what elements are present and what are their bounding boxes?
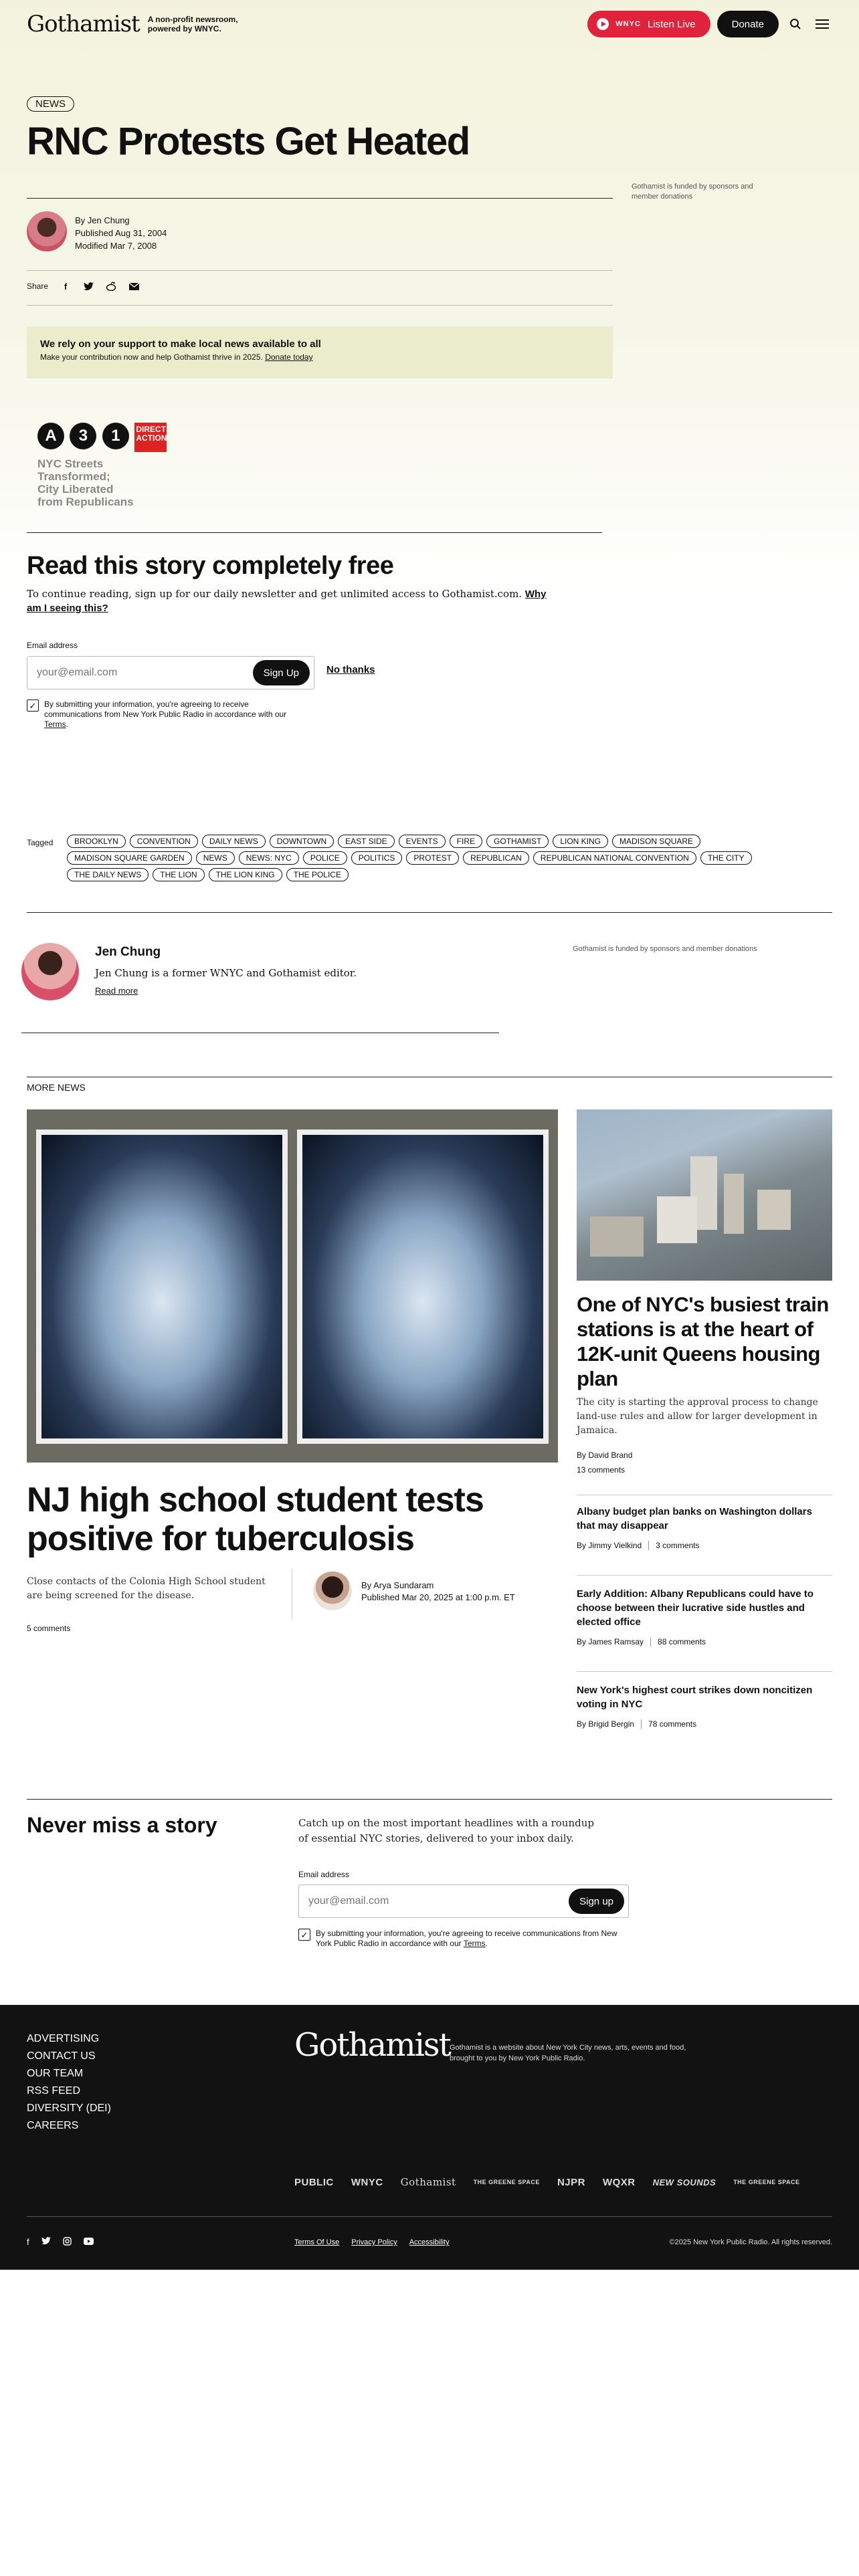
author-avatar[interactable] [27, 211, 67, 251]
tag-item[interactable]: EVENTS [399, 835, 446, 848]
divider [27, 912, 832, 913]
paywall-text: To continue reading, sign up for our daily newsletter and get unlimited access to Gothamist.com. Why am I seeing this? [27, 588, 547, 614]
site-header [0, 0, 859, 48]
tag-item[interactable]: POLICE [303, 851, 347, 865]
story-title[interactable]: New York's highest court strikes down noncitizen voting in NYC [577, 1685, 813, 1710]
tag-item[interactable]: CONVENTION [130, 835, 198, 848]
featured-byline: By Arya Sundaram Published Mar 20, 2025 at 1:00 p.m. ET [361, 1580, 515, 1602]
share-bar [27, 281, 139, 292]
tag-item[interactable]: MADISON SQUARE GARDEN [67, 851, 192, 865]
tagged-label: Tagged [27, 838, 54, 847]
published-date: Published Aug 31, 2004 [75, 228, 167, 238]
footer-link-team[interactable]: OUR TEAM [27, 2068, 84, 2079]
no-thanks-link[interactable]: No thanks [326, 664, 375, 675]
tag-item[interactable]: THE LION KING [209, 868, 282, 881]
image-caption: NYC Streets Transformed; City Liberated from Republicans [37, 457, 134, 508]
tag-item[interactable]: FIRE [450, 835, 482, 848]
subway-3-icon: 3 [70, 423, 96, 449]
header-actions [587, 11, 832, 37]
terms-link[interactable]: Terms [44, 720, 66, 729]
tag-item[interactable]: POLITICS [351, 851, 403, 865]
njpr-logo[interactable]: NJPR [557, 2176, 585, 2188]
divider [27, 305, 613, 306]
gothamist-logo[interactable]: Gothamist [27, 11, 140, 37]
footer-links [27, 2030, 111, 2135]
author-bio: Jen Chung is a former WNYC and Gothamist editor. [95, 967, 357, 979]
new-sounds-logo[interactable]: NEW SOUNDS [652, 2177, 717, 2187]
side-story-title[interactable]: One of NYC's busiest train stations is at the heart of 12K-unit Queens housing plan [577, 1293, 829, 1390]
newsletter-text: Catch up on the most important headlines with a roundup of essential NYC stories, delivered to your inbox daily. [298, 1817, 594, 1844]
newsletter-sign-up-button[interactable]: Sign up [569, 1889, 624, 1914]
footer-description: Gothamist is a website about New York City news, arts, events and food, brought to you by New York Public Radio. [450, 2044, 686, 2062]
accessibility-link[interactable]: Accessibility [409, 2238, 450, 2246]
email-form [27, 656, 314, 689]
divider [27, 1799, 832, 1800]
listen-live-button[interactable]: WNYC Listen Live [587, 11, 710, 37]
footer-divider [27, 2216, 832, 2217]
youtube-icon[interactable] [84, 2237, 94, 2248]
greene-space-logo[interactable]: THE GREENE SPACE [733, 2179, 800, 2185]
facebook-icon[interactable]: f [27, 2237, 29, 2247]
xray-left [36, 1130, 288, 1444]
donate-today-link[interactable]: Donate today [265, 352, 313, 362]
tag-item[interactable]: DOWNTOWN [270, 835, 334, 848]
section-pill[interactable]: NEWS [27, 96, 74, 112]
article-image [37, 423, 171, 510]
tag-item[interactable]: NEWS: NYC [239, 851, 299, 865]
story-item: New York's highest court strikes down noncitizen voting in NYC By Brigid Bergin 78 comments [577, 1683, 831, 1729]
wnyc-mark: WNYC [615, 20, 641, 28]
tag-item[interactable]: GOTHAMIST [486, 835, 549, 848]
footer-logo[interactable]: Gothamist [294, 2026, 450, 2064]
newsletter-consent-checkbox[interactable]: ✓ [298, 1929, 310, 1941]
twitter-icon[interactable] [83, 281, 94, 292]
sponsor-note: Gothamist is funded by sponsors and member donations [632, 183, 753, 201]
why-am-i-seeing-this-link[interactable]: Why am I seeing this? [27, 588, 547, 614]
email-input[interactable] [27, 657, 253, 689]
side-story-summary: The city is starting the approval process to change land-use rules and allow for larger development in Jamaica. [577, 1397, 818, 1436]
tag-item[interactable]: DAILY NEWS [202, 835, 266, 848]
consent-checkbox[interactable]: ✓ [27, 700, 39, 712]
site-footer [0, 2005, 859, 2270]
footer-link-advertising[interactable]: ADVERTISING [27, 2033, 100, 2044]
sponsor-note: Gothamist is funded by sponsors and member donations [573, 945, 757, 953]
featured-story-title[interactable]: NJ high school student tests positive for tuberculosis [27, 1481, 484, 1558]
side-story-comments[interactable]: 13 comments [577, 1465, 626, 1475]
article-headline: RNC Protests Get Heated [27, 120, 470, 163]
tuberculosis-xray-image[interactable] [27, 1109, 558, 1463]
instagram-icon[interactable] [63, 2237, 72, 2248]
divider [27, 198, 613, 199]
share-label: Share [27, 282, 49, 291]
tag-item[interactable]: MADISON SQUARE [612, 835, 700, 848]
tag-item[interactable]: THE CITY [700, 851, 752, 865]
tag-item[interactable]: BROOKLYN [67, 835, 126, 848]
divider [577, 1575, 832, 1576]
more-news-label: MORE NEWS [27, 1082, 86, 1093]
tag-item[interactable]: LION KING [553, 835, 608, 848]
search-icon[interactable] [785, 14, 805, 34]
facebook-icon[interactable]: f [64, 281, 68, 292]
xray-right [297, 1130, 549, 1444]
author-name[interactable]: By Jen Chung [75, 215, 130, 225]
privacy-policy-link[interactable]: Privacy Policy [351, 2238, 397, 2246]
twitter-icon[interactable] [41, 2237, 51, 2248]
footer-link-rss[interactable]: RSS FEED [27, 2085, 81, 2097]
donate-button[interactable]: Donate [717, 11, 779, 37]
social-links [27, 2237, 94, 2248]
email-label: Email address [27, 641, 78, 650]
support-banner: We rely on your support to make local news available to all Make your contribution now and help Gothamist thrive in 2025. Donate today [27, 326, 613, 379]
email-label: Email address [298, 1870, 350, 1879]
direct-action-badge: DIRECT ACTION [134, 423, 167, 452]
tag-item[interactable]: THE DAILY NEWS [67, 868, 149, 881]
tag-item[interactable]: PROTEST [406, 851, 459, 865]
play-icon [597, 18, 609, 30]
newsletter-email-input[interactable] [299, 1885, 569, 1917]
read-more-link[interactable]: Read more [95, 986, 138, 996]
newsletter-consent-row: ✓ By submitting your information, you're agreeing to receive communications from New York Public Radio in accordance with our Terms. [298, 1929, 626, 1949]
terms-link[interactable]: Terms [463, 1939, 486, 1948]
subway-a-icon: A [37, 423, 64, 449]
newsletter-title: Never miss a story [27, 1813, 217, 1837]
paywall-title: Read this story completely free [27, 552, 394, 580]
brand-logos [294, 2176, 800, 2188]
story-item: Early Addition: Albany Republicans could have to choose between their lucrative side hustles and elected office By James Ramsay 88 comments [577, 1587, 831, 1646]
author-box-name[interactable]: Jen Chung [95, 945, 161, 959]
consent-checkbox-row: ✓ By submitting your information, you're agreeing to receive communications from New York Public Radio in accordance with our Terms. [27, 700, 308, 730]
author-photo[interactable] [21, 943, 79, 1000]
divider [27, 270, 613, 271]
subway-1-icon: 1 [102, 423, 129, 449]
side-story-author[interactable]: By David Brand [577, 1451, 633, 1460]
tag-item[interactable]: THE POLICE [286, 868, 349, 881]
tag-item[interactable]: THE LION [153, 868, 204, 881]
divider [577, 1671, 832, 1672]
byline [27, 211, 167, 252]
tag-list [67, 835, 823, 881]
newsletter-form [298, 1885, 629, 1918]
copyright: ©2025 New York Public Radio. All rights reserved. [669, 2238, 832, 2246]
story-title[interactable]: Early Addition: Albany Republicans could have to choose between their lucrative side hustles and elected office [577, 1588, 814, 1628]
modified-date: Modified Mar 7, 2008 [75, 241, 157, 251]
comments-link[interactable]: 5 comments [27, 1624, 71, 1633]
gothamist-logo[interactable]: Gothamist [400, 2176, 456, 2188]
featured-story-summary: Close contacts of the Colonia High School student are being screened for the disease. [27, 1576, 266, 1601]
tag-item[interactable]: EAST SIDE [338, 835, 394, 848]
author-avatar[interactable] [313, 1572, 352, 1610]
terms-of-use-link[interactable]: Terms Of Use [294, 2238, 340, 2246]
greene-space-logo[interactable]: THE GREENE SPACE [473, 2179, 540, 2185]
tag-item[interactable]: REPUBLICAN [463, 851, 529, 865]
header-tagline: A non-profit newsroom, powered by WNYC. [147, 15, 238, 33]
email-icon[interactable] [128, 281, 139, 292]
footer-link-careers[interactable]: CAREERS [27, 2120, 79, 2131]
story-item: Albany budget plan banks on Washington dollars that may disappear By Jimmy Vielkind 3 comments [577, 1505, 831, 1550]
hamburger-menu-icon[interactable] [812, 14, 832, 34]
tag-item[interactable]: REPUBLICAN NATIONAL CONVENTION [533, 851, 696, 865]
wnyc-logo[interactable]: WNYC [351, 2176, 383, 2188]
queens-aerial-image[interactable] [577, 1109, 832, 1281]
reddit-icon[interactable] [106, 281, 116, 292]
legal-links [294, 2238, 450, 2246]
page-background [0, 0, 859, 602]
footer-link-diversity[interactable]: DIVERSITY (DEI) [27, 2103, 111, 2114]
wqxr-logo[interactable]: WQXR [602, 2176, 636, 2188]
story-title[interactable]: Albany budget plan banks on Washington dollars that may disappear [577, 1506, 812, 1531]
nypr-logo[interactable]: PUBLIC [294, 2176, 334, 2188]
footer-link-contact[interactable]: CONTACT US [27, 2050, 96, 2062]
sign-up-button[interactable]: Sign Up [253, 660, 310, 685]
tag-item[interactable]: NEWS [196, 851, 235, 865]
divider [27, 532, 602, 533]
